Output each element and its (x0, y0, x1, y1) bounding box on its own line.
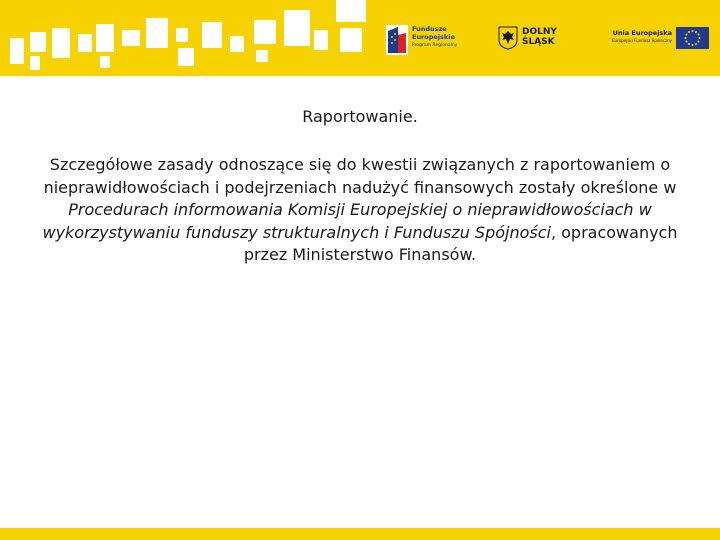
dolny-slask-logo (498, 26, 570, 52)
decor-square (96, 24, 114, 52)
decor-square (230, 36, 244, 52)
eagle-shield-icon (498, 26, 518, 50)
fundusze-sub: Program Regionalny (412, 43, 458, 48)
decor-square (30, 32, 46, 52)
decor-square (176, 28, 188, 42)
decor-square (340, 28, 362, 52)
fundusze-europejskie-emblem-icon (386, 25, 408, 55)
decor-square (78, 34, 92, 52)
paragraph-part-3: , opracowanych przez Ministerstwo Finansów. (243, 222, 678, 264)
unia-europejska-logo (602, 26, 710, 52)
fundusze-europejskie-text (412, 25, 457, 49)
header-band (0, 0, 720, 76)
decor-square (30, 56, 40, 70)
dolny-slask-text (522, 27, 557, 47)
eu-flag-icon (676, 27, 709, 49)
paragraph-italic-title: Procedurach informowania Komisji Europejskiej o nieprawidłowościach w wykorzystywaniu funduszy strukturalnych i Funduszu Spójności (42, 200, 652, 242)
decor-square (10, 38, 24, 64)
fundusze-line1: Fundusze (412, 25, 447, 33)
decor-square (284, 10, 310, 46)
decor-square (254, 20, 276, 44)
slide-paragraph (40, 154, 680, 267)
unia-title: Unia Europejska (612, 29, 672, 37)
decor-square (202, 22, 222, 48)
unia-sub: Europejski Fundusz Społeczny (612, 38, 672, 43)
dolny-slask-line1: DOLNY (522, 27, 557, 37)
decor-square (100, 56, 110, 68)
unia-europejska-text (602, 29, 672, 44)
decor-square (122, 30, 140, 46)
decor-square (314, 30, 328, 50)
dolny-slask-line2: ŚLĄSK (522, 37, 555, 47)
fundusze-line2: Europejskie (412, 33, 455, 41)
decor-square (52, 28, 70, 58)
decor-square (146, 18, 168, 48)
footer-band (0, 528, 720, 540)
decor-square (336, 0, 366, 22)
decor-square (256, 50, 268, 62)
slide-heading: Raportowanie. (302, 107, 418, 126)
paragraph-part-1: Szczegółowe zasady odnoszące się do kwestii związanych z raportowaniem o nieprawidłowościach i podejrzeniach nadużyć finansowych zostały określone w (43, 155, 677, 197)
slide-content (40, 106, 680, 267)
fundusze-europejskie-logo (386, 23, 476, 63)
decor-square (178, 48, 194, 66)
